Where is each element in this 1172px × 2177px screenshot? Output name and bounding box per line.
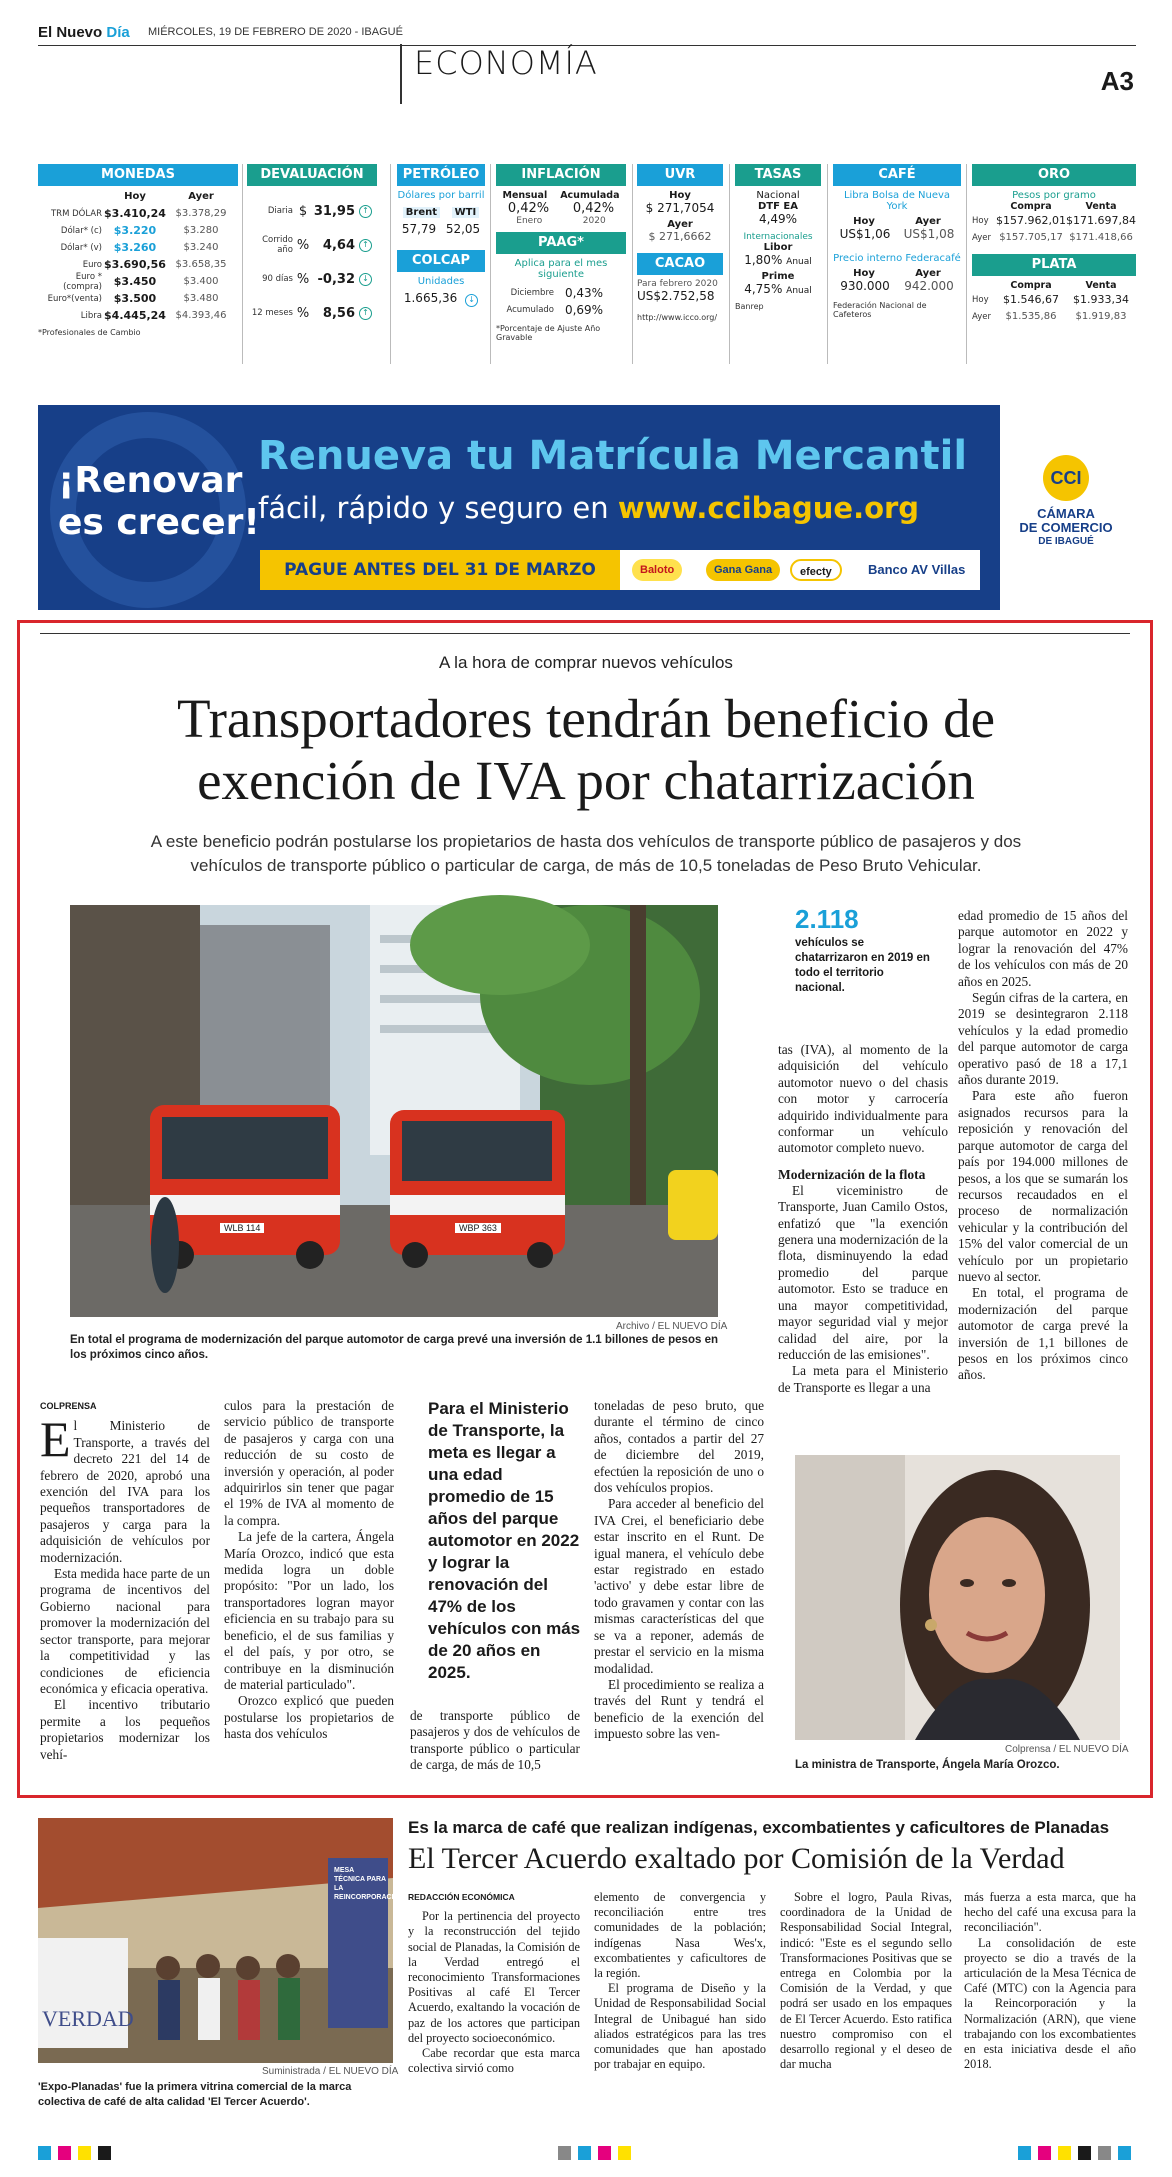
devaluacion-unit: %	[296, 237, 310, 253]
monedas-header: MONEDAS	[38, 164, 238, 186]
registration-swatch	[58, 2146, 71, 2160]
registration-swatch	[1058, 2146, 1071, 2160]
oro-hoy-compra: $157.962,01	[996, 214, 1066, 227]
brand-line-3: DE IBAGUÉ	[1038, 536, 1094, 547]
monedas-note: *Profesionales de Cambio	[38, 328, 141, 337]
ad-subtitle-text: fácil, rápido y seguro en	[258, 491, 609, 525]
devaluacion-value: 8,56	[322, 305, 355, 321]
tasas-nacional: Nacional	[756, 190, 800, 201]
tasas-libor-label: Libor	[763, 242, 793, 253]
registration-swatch	[38, 2146, 51, 2160]
oro-venta-label: Venta	[1085, 201, 1117, 212]
inflacion-mensual: 0,42%	[507, 201, 550, 216]
col2-p2: La jefe de la cartera, Ángela María Orozco, indicó que esta medida logra un doble propósito: "Por un lado, los transportadores logran mayor eficiencia en su trabajo para su beneficio, el de sus familias y el del país, y por otro, se contribuye en la disminución de material particulado".	[224, 1529, 394, 1692]
sponsor-gana-gana: Gana Gana	[706, 559, 780, 581]
monedas-row-ayer: $3.658,35	[175, 259, 227, 270]
col2-p1: culos para la prestación de servicio público de transporte de pasajeros y carga con una reducción de su costo de inversión y operación, al poder adquirirlos sin tener que pagar el 19% de IVA al momento de la compra.	[224, 1398, 394, 1528]
monedas-row	[38, 307, 238, 324]
monedas-row	[38, 256, 238, 273]
body-column-5	[778, 1042, 948, 1396]
col2-p3: Orozco explicó que pueden postularse los propietarios de hasta dos vehículos	[224, 1693, 394, 1742]
devaluacion-unit: %	[296, 271, 310, 287]
col6-p1: edad promedio de 15 años del parque automotor en 2022 y lograr la renovación del 47% de los vehículos con más de 20 años en 2025.	[958, 908, 1128, 989]
divider	[966, 164, 967, 364]
uvr-hoy-value: $ 271,7054	[645, 201, 715, 215]
dropcap: E	[40, 1411, 71, 1468]
body-column-1	[40, 1398, 210, 1763]
plata-hoy-compra: $1.546,67	[1003, 293, 1059, 306]
devaluacion-label: 12 meses	[251, 308, 293, 318]
monedas-row	[38, 222, 238, 239]
ad-slogan-line-1: ¡Renovar	[58, 460, 243, 501]
plata-hoy-label: Hoy	[972, 294, 989, 305]
oro-compra-label: Compra	[1010, 201, 1052, 212]
monedas-row-ayer: $3.280	[183, 225, 219, 236]
registration-swatch	[1018, 2146, 1031, 2160]
monedas-row-ayer: $3.240	[183, 242, 219, 253]
inflacion-s1: Enero	[516, 216, 543, 226]
body-column-2	[224, 1398, 394, 1743]
oro-box	[972, 164, 1136, 364]
tasas-libor-unit: Anual	[786, 257, 812, 267]
tasas-header: TASAS	[735, 164, 821, 186]
article-kicker: A la hora de comprar nuevos vehículos	[439, 653, 733, 672]
monedas-row	[38, 205, 238, 222]
uvr-header: UVR	[637, 164, 723, 186]
col5-subhead: Modernización de la flota	[778, 1166, 926, 1182]
registration-swatch	[598, 2146, 611, 2160]
uvr-ayer-label: Ayer	[667, 219, 693, 230]
colcap-value: 1.665,36	[403, 291, 458, 305]
cafe-ny-hoy: US$1,06	[839, 227, 891, 241]
arrow-up-icon: ↑	[359, 205, 372, 218]
body-column-3	[410, 1708, 580, 1774]
brand-line-1: CÁMARA	[1037, 506, 1095, 521]
byline: COLPRENSA	[40, 1401, 97, 1411]
registration-swatch	[618, 2146, 631, 2160]
monedas-row-label: Libra	[80, 310, 102, 321]
tasas-dtf-value: 4,49%	[758, 212, 798, 226]
divider	[40, 633, 1130, 634]
pull-quote: Para el Ministerio de Transporte, la meta es llegar a una edad promedio de 15 años del parque automotor en 2022 y lograr la renovación del 47% de los vehículos con más de 20 años en 2025.	[428, 1399, 581, 1682]
devaluacion-value: 31,95	[313, 203, 355, 219]
col5-p2: El viceministro de Transporte, Juan Camilo Ostos, enfatizó que "la exención genera una modernización de la flota, disminuyendo la edad promedio del parque automotor. Esto se traduce en una mayor competitividad, mayor seguridad vial y mejor calidad del aire, por la reducción de las emisiones".	[778, 1182, 948, 1362]
monedas-row-label: Euro	[82, 259, 102, 270]
monedas-row	[38, 239, 238, 256]
cafe-hoy-label: Hoy	[853, 216, 875, 227]
cafe-header: CAFÉ	[833, 164, 961, 186]
monedas-col-hoy: Hoy	[124, 191, 146, 202]
expo-photo-credit: Suministrada / EL NUEVO DÍA	[262, 2066, 399, 2077]
cacao-header: CACAO	[637, 253, 723, 275]
body-column-4	[594, 1398, 764, 1743]
ad-title: Renueva tu Matrícula Mercantil	[258, 433, 968, 479]
col4-p1: toneladas de peso bruto, que durante el término de cinco años, contados a partir del 27 de diciembre del 2019, efectúen la reposición de uno o dos vehículos propios.	[594, 1398, 764, 1496]
second-c2-p1: elemento de convergencia y reconciliación entre tres comunidades de la población; indígenas Nasa Wes'x, excombatientes y caficultores de la región.	[594, 1890, 766, 1981]
second-kicker: Es la marca de café que realizan indígenas, excombatientes y caficultores de Planadas	[408, 1818, 1110, 1837]
monedas-row-label: Euro *(compra)	[63, 271, 102, 292]
plata-ayer-venta: $1.919,83	[1075, 311, 1127, 322]
tasas-prime-label: Prime	[761, 271, 795, 282]
col1-p2: Esta medida hace parte de un programa de incentivos del Gobierno nacional para promover la modernización del sector transporte, para mejorar la competitividad y las condiciones de eficiencia económica y eficacia operativa.	[40, 1566, 210, 1696]
colcap-sub: Unidades	[417, 276, 465, 287]
second-headline: El Tercer Acuerdo exaltado por Comisión de la Verdad	[408, 1842, 1065, 1875]
ad-slogan-line-2: es crecer!	[58, 502, 260, 543]
arrow-down-icon: ↓	[465, 294, 478, 307]
registration-swatch	[78, 2146, 91, 2160]
cafe-note: Federación Nacional de Cafeteros	[833, 301, 927, 319]
devaluacion-label: 90 días	[262, 274, 293, 284]
col3-p1: de transporte público de pasajeros y dos de vehículos de transporte público o particular de carga, de más de 10,5	[410, 1708, 580, 1773]
devaluacion-unit: $	[298, 203, 308, 219]
tasas-libor-value: 1,80%	[744, 253, 783, 267]
sponsor-baloto: Baloto	[632, 559, 682, 581]
cafe-ayer-label: Ayer	[915, 216, 941, 227]
banner-mesa-tecnica: MESA TÉCNICA PARA LA REINCORPORACIÓN	[334, 1867, 405, 1901]
paag-row	[496, 284, 626, 301]
registration-swatch	[1098, 2146, 1111, 2160]
petroleo-header: PETRÓLEO	[397, 164, 485, 186]
bus-photo	[70, 905, 718, 1317]
oro-hoy-label: Hoy	[972, 215, 989, 226]
registration-swatch	[1038, 2146, 1051, 2160]
article-deck: A este beneficio podrán postularse los propietarios de hasta dos vehículos de transporte público de pasajeros y dos vehículos de transporte público o particular de carga, de más de 10,5 toneladas de Peso Bruto Vehicular.	[150, 832, 1022, 875]
inflacion-acumulada: 0,42%	[572, 201, 615, 216]
cafe-sub1: Libra Bolsa de Nueva York	[843, 190, 951, 212]
second-c4-p2: La consolidación de este proyecto se dio a través de la articulación de la Mesa Técnica de Café (MTC) con la Agencia para la Reincorporación y la Normalización (ARN), que viene trabajando con los excombatientes en esta iniciativa desde el año 2018.	[964, 1935, 1136, 2072]
divider	[242, 164, 243, 364]
monedas-row-hoy: $3.260	[113, 241, 157, 254]
monedas-row-label: Dólar* (c)	[60, 225, 102, 236]
col1-p1: l Ministerio de Transporte, a través del decreto 221 del 14 de febrero de 2020, aprobó una exención del IVA para los pequeños transportadores de pasajeros y carga para la adquisición de vehículos por modernización.	[40, 1418, 210, 1565]
cafe-sub2: Precio interno Federacafé	[833, 253, 961, 264]
ad-slogan	[58, 460, 260, 544]
logo-text: El Nuevo	[38, 24, 103, 41]
plata-header: PLATA	[972, 254, 1136, 276]
paag-value: 0,43%	[564, 285, 604, 300]
divider	[490, 164, 491, 364]
second-c1-p2: Cabe recordar que esta marca colectiva sirvió como	[408, 2046, 580, 2076]
oro-ayer-venta: $171.418,66	[1069, 232, 1133, 243]
cafe-ny-ayer: US$1,08	[903, 227, 955, 241]
tasas-note: Banrep	[735, 302, 764, 311]
monedas-row-hoy: $3.220	[113, 224, 157, 237]
second-c3-p1: Sobre el logro, Paula Rivas, coordinadora de la Unidad de Responsabilidad Social Integral, indicó: "Este es el segundo sello Transformaciones Positivas que se entrega en Colombia por la Comisión de la Verdad, y que podrá ser usado en los empaques de El Tercer Acuerdo. Esto ratifica nuestro compromiso con el desarrollo regional y el deseo de dar mucha	[780, 1890, 952, 2072]
devaluacion-row	[247, 194, 377, 228]
divider	[390, 164, 391, 364]
bus-plate-2: WBP 363	[455, 1223, 501, 1233]
ad-deadline: PAGUE ANTES DEL 31 DE MARZO	[260, 550, 620, 590]
colcap-header: COLCAP	[397, 250, 485, 272]
devaluacion-box	[247, 164, 377, 364]
uvr-box	[637, 164, 723, 364]
second-column-4	[964, 1890, 1136, 2072]
monedas-row-hoy: $3.690,56	[104, 258, 166, 271]
uvr-ayer-value: $ 271,6662	[648, 230, 712, 243]
devaluacion-value: 4,64	[322, 237, 355, 253]
registration-swatch	[558, 2146, 571, 2160]
portrait-credit: Colprensa / EL NUEVO DÍA	[1005, 1744, 1129, 1755]
paag-row	[496, 301, 626, 318]
second-column-1	[408, 1890, 580, 2076]
divider	[729, 164, 730, 364]
sponsor-av-villas: Banco AV Villas	[860, 559, 973, 581]
paag-sub: Aplica para el mes siguiente	[514, 258, 608, 280]
devaluacion-value: -0,32	[317, 271, 355, 287]
article-headline	[60, 688, 1112, 812]
headline-line-2: exención de IVA por chatarrización	[197, 750, 975, 811]
registration-swatch	[578, 2146, 591, 2160]
monedas-row-label: Euro*(venta)	[47, 293, 102, 304]
photo-credit: Archivo / EL NUEVO DÍA	[616, 1321, 728, 1332]
monedas-row-hoy: $4.445,24	[104, 309, 166, 322]
devaluacion-row	[247, 228, 377, 262]
top-bar	[38, 24, 1136, 46]
monedas-box	[38, 164, 238, 364]
col4-p2: Para acceder al beneficio del IVA Crei, el beneficiario debe estar inscrito en el Runt. De igual manera, el vehículo debe estar registrado en estado 'activo' y debe estar libre de todo gravamen y contar con las mismas características del que se va a reponer, además de prestar el servicio en la misma modalidad.	[594, 1496, 764, 1676]
inflacion-h2: Acumulada	[560, 190, 620, 201]
brent-value: 57,79	[401, 222, 437, 236]
dateline: MIÉRCOLES, 19 DE FEBRERO DE 2020 - IBAGUÉ	[148, 26, 403, 38]
inflacion-header: INFLACIÓN	[496, 164, 626, 186]
monedas-row-hoy: $3.500	[113, 292, 157, 305]
bus-plate-1: WLB 114	[220, 1223, 264, 1233]
newspaper-logo	[38, 24, 130, 41]
ad-subtitle	[258, 491, 919, 525]
divider	[827, 164, 828, 364]
second-column-3	[780, 1890, 952, 2072]
section-title: ECONOMÍA	[400, 44, 598, 104]
paag-header: PAAG*	[496, 232, 626, 254]
ad-brand-panel	[1000, 405, 1136, 610]
wti-value: 52,05	[445, 222, 481, 236]
body-column-6	[958, 908, 1128, 1384]
col6-p4: En total, el programa de modernización del parque automotor de carga prevé la inversión de 1,1 billones de pesos en los próximos cinco años.	[958, 1285, 1128, 1383]
divider	[632, 164, 633, 364]
devaluacion-label: Diaria	[267, 206, 293, 216]
paag-note: *Porcentaje de Ajuste Año Gravable	[496, 324, 601, 342]
print-registration-strip	[38, 2146, 1136, 2160]
ad-banner[interactable]	[38, 405, 1000, 610]
second-byline: REDACCIÓN ECONÓMICA	[408, 1892, 515, 1902]
second-c2-p2: El programa de Diseño y la Unidad de Responsabilidad Social Integral de Unibagué han sido aliados estratégicos para las tres comunidades que han apostado por trabajar en equipo.	[594, 1981, 766, 2072]
plata-ayer-compra: $1.535,86	[1005, 311, 1057, 322]
sponsor-efecty: efecty	[790, 559, 842, 581]
tasas-prime-unit: Anual	[786, 286, 812, 296]
devaluacion-header: DEVALUACIÓN	[247, 164, 377, 186]
cafe-interno-ayer: 942.000	[904, 279, 954, 293]
monedas-row-ayer: $3.378,29	[175, 208, 227, 219]
col4-p3: El procedimiento se realiza a través del Runt y tendrá el beneficio de la exención del impuesto sobre las ven-	[594, 1676, 764, 1742]
cacao-note: http://www.icco.org/	[637, 313, 718, 322]
page-number: A3	[1100, 66, 1134, 96]
monedas-row-label: Dólar* (v)	[60, 242, 102, 253]
paag-value: 0,69%	[564, 302, 604, 317]
minister-portrait	[795, 1455, 1120, 1740]
oro-ayer-compra: $157.705,17	[999, 232, 1063, 243]
brand-line-2: DE COMERCIO	[1019, 520, 1113, 535]
expo-planadas-photo	[38, 1818, 405, 2063]
monedas-row-hoy: $3.410,24	[104, 207, 166, 220]
second-c4-p1: más fuerza a esta marca, que ha hecho del café una excusa para la reconciliación".	[964, 1890, 1136, 1935]
cafe-interno-hoy: 930.000	[840, 279, 890, 293]
uvr-hoy-label: Hoy	[669, 190, 691, 201]
oro-hoy-venta: $171.697,84	[1066, 214, 1136, 227]
paag-label: Diciembre	[510, 287, 554, 298]
paag-label: Acumulado	[506, 304, 554, 315]
col6-p3: Para este año fueron asignados recursos para la reposición y renovación del parque automotor de carga del país por 194.000 millones de pesos, a los que se sumarán los recursos recaudados en el proceso de normalización vehicular y la contribución del 15% del valor comercial de un vehículo por un propietario nuevo al sector.	[958, 1088, 1128, 1284]
monedas-col-ayer: Ayer	[188, 191, 214, 202]
stat-number: 2.118	[795, 904, 859, 934]
photo-caption: En total el programa de modernización del parque automotor de carga prevé una inversión de 1.1 billones de pesos en los próximos cinco años.	[70, 1334, 718, 1361]
monedas-row-label: TRM DÓLAR	[50, 208, 102, 219]
devaluacion-row	[247, 296, 377, 330]
devaluacion-row	[247, 262, 377, 296]
devaluacion-unit: %	[296, 305, 310, 321]
logo-accent: Día	[106, 24, 130, 41]
inflacion-box	[496, 164, 626, 364]
plata-compra-label: Compra	[1010, 280, 1052, 291]
arrow-down-icon: ↓	[359, 273, 372, 286]
registration-swatch	[98, 2146, 111, 2160]
portrait-caption: La ministra de Transporte, Ángela María Orozco.	[795, 1759, 1060, 1771]
oro-header: ORO	[972, 164, 1136, 186]
cafe-hoy-label-2: Hoy	[853, 268, 875, 279]
plata-hoy-venta: $1.933,34	[1073, 293, 1129, 306]
monedas-row-hoy: $3.450	[113, 275, 157, 288]
petroleo-box	[397, 164, 485, 364]
col5-p1: tas (IVA), al momento de la adquisición del vehículo automotor nuevo o del chasis con motor y carrocería adquirido individualmente para conformar un vehículo automotor completo nuevo.	[778, 1042, 948, 1156]
arrow-up-icon: ↑	[359, 307, 372, 320]
bus-photo-illustration	[70, 905, 718, 1317]
monedas-row-ayer: $4.393,46	[175, 310, 227, 321]
col1-p3: El incentivo tributario permite a los pequeños propietarios modernizar los vehí-	[40, 1697, 210, 1762]
cacao-sub: Para febrero 2020	[637, 279, 718, 289]
portrait-illustration	[795, 1455, 1120, 1740]
tasas-dtf-label: DTF EA	[757, 201, 798, 212]
tasas-box	[735, 164, 821, 364]
arrow-up-icon: ↑	[359, 239, 372, 252]
expo-photo-caption: 'Expo-Planadas' fue la primera vitrina comercial de la marca colectiva de café de alta calidad 'El Tercer Acuerdo'.	[38, 2081, 352, 2108]
headline-line-1: Transportadores tendrán beneficio de	[176, 688, 996, 749]
second-column-2	[594, 1890, 766, 2072]
col6-p2: Según cifras de la cartera, en 2019 se desintegraron 2.118 vehículos y la edad promedio del parque automotor de carga operativo pasó de 18 a 17,1 años durante 2019.	[958, 990, 1128, 1088]
devaluacion-label: Corrido año	[262, 235, 293, 255]
monedas-row	[38, 290, 238, 307]
cci-logo-icon: CCI	[1043, 455, 1089, 501]
monedas-row	[38, 273, 238, 290]
petroleo-sub: Dólares por barril	[397, 190, 485, 201]
wti-label: WTI	[452, 207, 480, 218]
col5-p3: La meta para el Ministerio de Transporte es llegar a una	[778, 1363, 948, 1395]
monedas-row-ayer: $3.400	[183, 276, 219, 287]
ad-url-link[interactable]: www.ccibague.org	[617, 491, 920, 525]
stat-text: vehículos se chatarrizaron en 2019 en todo el territorio nacional.	[795, 937, 930, 994]
banner-verdad: VERDAD	[42, 2006, 134, 2031]
inflacion-h1: Mensual	[502, 190, 548, 201]
cacao-value: US$2.752,58	[637, 289, 715, 303]
camara-comercio-logo	[1016, 455, 1116, 549]
plata-venta-label: Venta	[1085, 280, 1117, 291]
registration-swatch	[1118, 2146, 1131, 2160]
inflacion-s2: 2020	[582, 216, 606, 226]
second-c1-p1: Por la pertinencia del proyecto y la reconstrucción del tejido social de Planadas, la Comisión de la Verdad entregó el reconocimiento Transformaciones Positivas al café El Tercer Acuerdo, exaltando la vocación de paz de los actores que participan del proyecto socioeconómico.	[408, 1909, 580, 2045]
cafe-box	[833, 164, 961, 364]
ad-payment-bar	[260, 550, 980, 590]
tasas-prime-value: 4,75%	[744, 282, 783, 296]
monedas-row-ayer: $3.480	[183, 293, 219, 304]
cafe-ayer-label-2: Ayer	[915, 268, 941, 279]
brent-label: Brent	[403, 207, 440, 218]
oro-ayer-label: Ayer	[972, 232, 991, 243]
plata-ayer-label: Ayer	[972, 311, 991, 322]
registration-swatch	[1078, 2146, 1091, 2160]
tasas-intl: Internacionales	[743, 232, 813, 242]
oro-sub: Pesos por gramo	[1012, 190, 1096, 201]
